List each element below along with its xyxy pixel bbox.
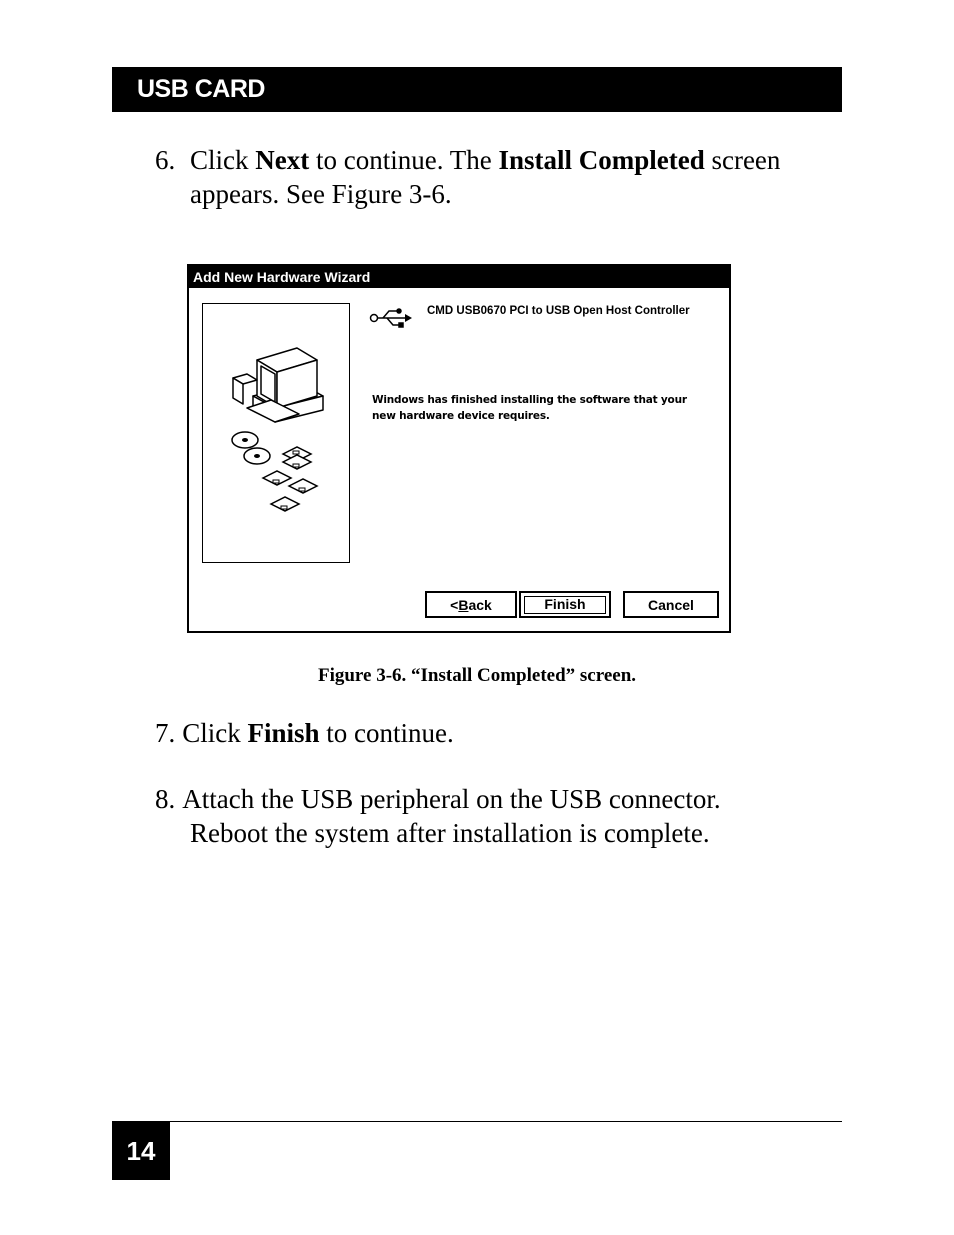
step-8-number: 8. <box>155 784 176 814</box>
back-button-label: ack <box>468 596 492 613</box>
step-6-text-b: to continue. The <box>309 145 499 175</box>
back-button-mnemonic: B <box>458 596 469 613</box>
header-title: USB CARD <box>137 75 265 103</box>
step-7 <box>155 716 845 750</box>
step-6-text-c: screen <box>704 145 781 175</box>
step-6-number: 6. <box>155 145 176 175</box>
finish-button[interactable] <box>519 591 611 618</box>
dialog-title: Add New Hardware Wizard <box>189 266 729 288</box>
device-name: CMD USB0670 PCI to USB Open Host Controller <box>427 305 690 317</box>
back-button[interactable] <box>425 591 517 618</box>
step-6-line-2: appears. See Figure 3-6. <box>190 179 452 209</box>
footer-rule <box>112 1121 842 1122</box>
add-new-hardware-wizard-dialog <box>187 264 731 633</box>
step-6 <box>155 143 845 211</box>
step-8 <box>155 782 845 850</box>
step-7-text-b: to continue. <box>319 718 454 748</box>
usb-icon <box>369 306 413 330</box>
computer-and-disks-icon <box>203 304 349 562</box>
wizard-side-panel <box>202 303 350 563</box>
figure-caption: Figure 3-6. “Install Completed” screen. <box>317 665 637 686</box>
step-7-text-a: Click <box>182 718 248 748</box>
step-8-line-2: Reboot the system after installation is complete. <box>190 818 710 848</box>
step-6-text-a: Click <box>190 145 256 175</box>
install-finished-message: Windows has finished installing the software that your new hardware device requires. <box>372 394 687 422</box>
cancel-button-label: Cancel <box>648 596 694 613</box>
page-number: 14 <box>112 1122 170 1180</box>
step-6-bold-next: Next <box>255 145 310 175</box>
step-7-bold-finish: Finish <box>247 718 320 748</box>
step-7-number: 7. <box>155 718 176 748</box>
back-button-prefix: < <box>450 596 459 613</box>
header-bar <box>112 67 842 112</box>
finish-button-label: Finish <box>524 596 606 614</box>
step-8-line-1: Attach the USB peripheral on the USB connector. <box>182 784 721 814</box>
cancel-button[interactable] <box>623 591 719 618</box>
step-6-bold-install-completed: Install Completed <box>498 145 705 175</box>
